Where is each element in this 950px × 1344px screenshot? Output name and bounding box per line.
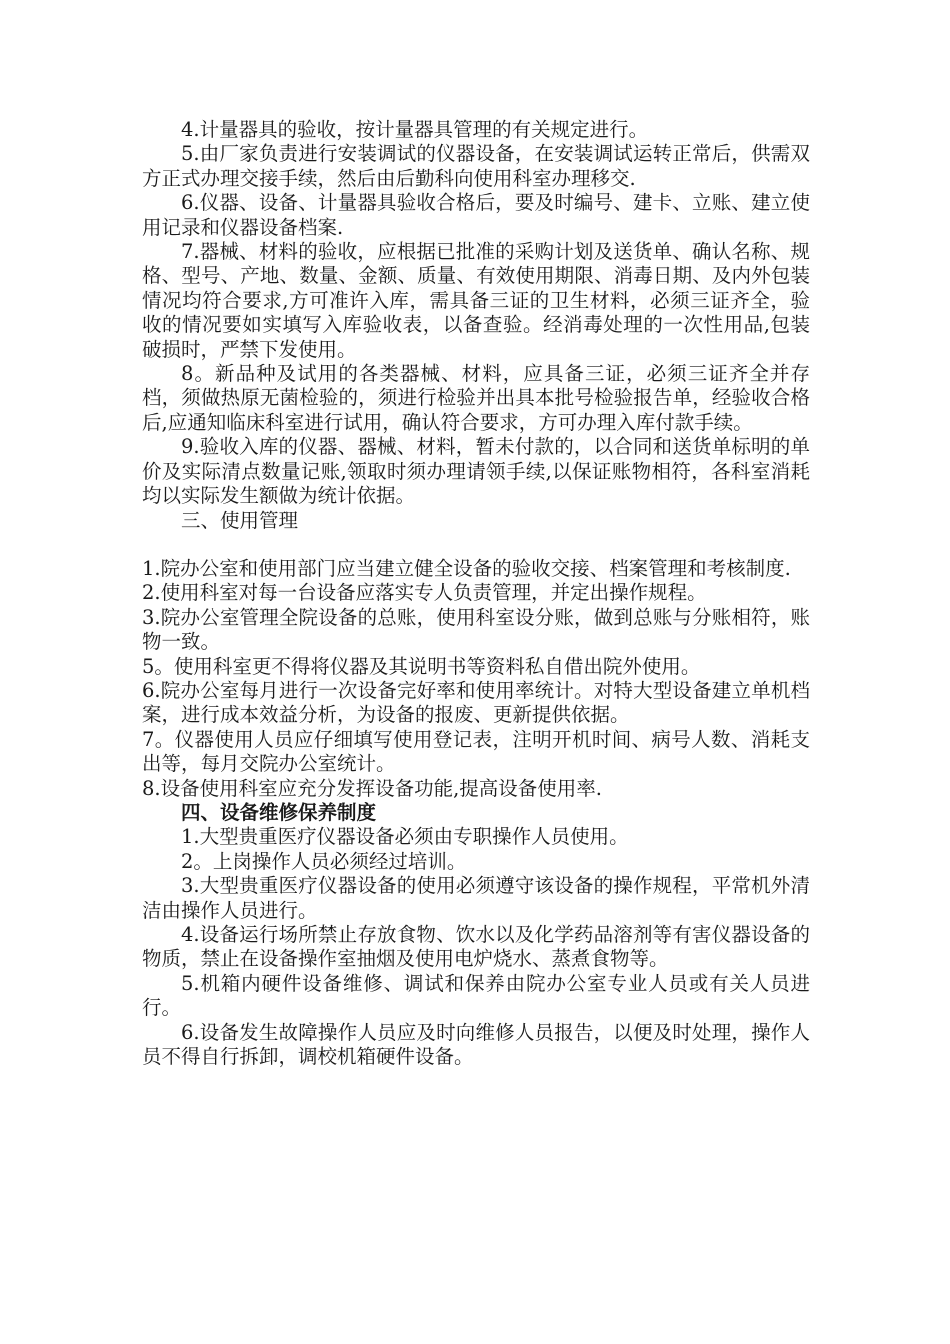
usage-item-1: 1.院办公室和使用部门应当建立健全设备的验收交接、档案管理和考核制度. <box>142 556 791 580</box>
usage-item-6: 6.院办公室每月进行一次设备完好率和使用率统计。对特大型设备建立单机档案，进行成本效益分析，为设备的报废、更新提供依据。 <box>142 678 810 727</box>
maintenance-item-3: 3.大型贵重医疗仪器设备的使用必须遵守该设备的操作规程，平常机外清洁由操作人员进行。 <box>142 874 810 922</box>
maintenance-item-5: 5.机箱内硬件设备维修、调试和保养由院办公室专业人员或有关人员进行。 <box>142 971 810 1020</box>
maintenance-item-6: 6.设备发生故障操作人员应及时向维修人员报告，以便及时处理，操作人员不得自行拆卸，调校机箱硬件设备。 <box>142 1020 810 1069</box>
maintenance-item-4: 4.设备运行场所禁止存放食物、饮水以及化学药品溶剂等有害仪器设备的物质，禁止在设备操作室抽烟及使用电炉烧水、蒸煮食物等。 <box>142 923 810 971</box>
blank-line <box>142 533 810 557</box>
acceptance-item-6: 6.仪器、设备、计量器具验收合格后，要及时编号、建卡、立账、建立使用记录和仪器设备档案. <box>142 191 810 239</box>
acceptance-item-9: 9.验收入库的仪器、器械、材料，暂未付款的，以合同和送货单标明的单价及实际清点数量记账,领取时须办理请领手续,以保证账物相符，各科室消耗均以实际发生额做为统计依据。 <box>142 435 810 508</box>
acceptance-item-5: 5.由厂家负责进行安装调试的仪器设备，在安装调试运转正常后，供需双方正式办理交接手续，然后由后勤科向使用科室办理移交. <box>142 142 810 190</box>
section-heading-maintenance: 四、设备维修保养制度 <box>181 800 377 824</box>
usage-item-7: 7。仪器使用人员应仔细填写使用登记表，注明开机时间、病号人数、消耗支出等，每月交院办公室统计。 <box>142 727 810 776</box>
acceptance-item-8: 8。新品种及试用的各类器械、材料，应具备三证，必须三证齐全并存档，须做热原无菌检验的，须进行检验并出具本批号检验报告单，经验收合格后,应通知临床科室进行试用，确认符合要求，方可办理入库付款手续。 <box>142 362 810 434</box>
usage-item-8: 8.设备使用科室应充分发挥设备功能,提高设备使用率. <box>142 776 603 800</box>
usage-item-5: 5。使用科室更不得将仪器及其说明书等资料私自借出院外使用。 <box>142 654 701 678</box>
section-heading-usage-management: 三、使用管理 <box>181 508 299 532</box>
usage-item-2: 2.使用科室对每一台设备应落实专人负责管理，并定出操作规程。 <box>142 581 707 605</box>
maintenance-item-1: 1.大型贵重医疗仪器设备必须由专职操作人员使用。 <box>181 825 629 849</box>
usage-item-3: 3.院办公室管理全院设备的总账，使用科室设分账，做到总账与分账相符，账物一致。 <box>142 605 810 654</box>
acceptance-item-7: 7.器械、材料的验收，应根据已批准的采购计划及送货单、确认名称、规格、型号、产地、数量、金额、质量、有效使用期限、消毒日期、及内外包装情况均符合要求,方可准许入库，需具备三证的卫生材料，必须三证齐全，验收的情况要如实填写入库验收表，以备查验。经消毒处理的一次性用品,包装破损时，严禁下发使用。 <box>142 240 810 361</box>
acceptance-item-4: 4.计量器具的验收，按计量器具管理的有关规定进行。 <box>181 118 649 141</box>
maintenance-item-2: 2。上岗操作人员必须经过培训。 <box>181 849 467 873</box>
document-body <box>142 118 810 1069</box>
